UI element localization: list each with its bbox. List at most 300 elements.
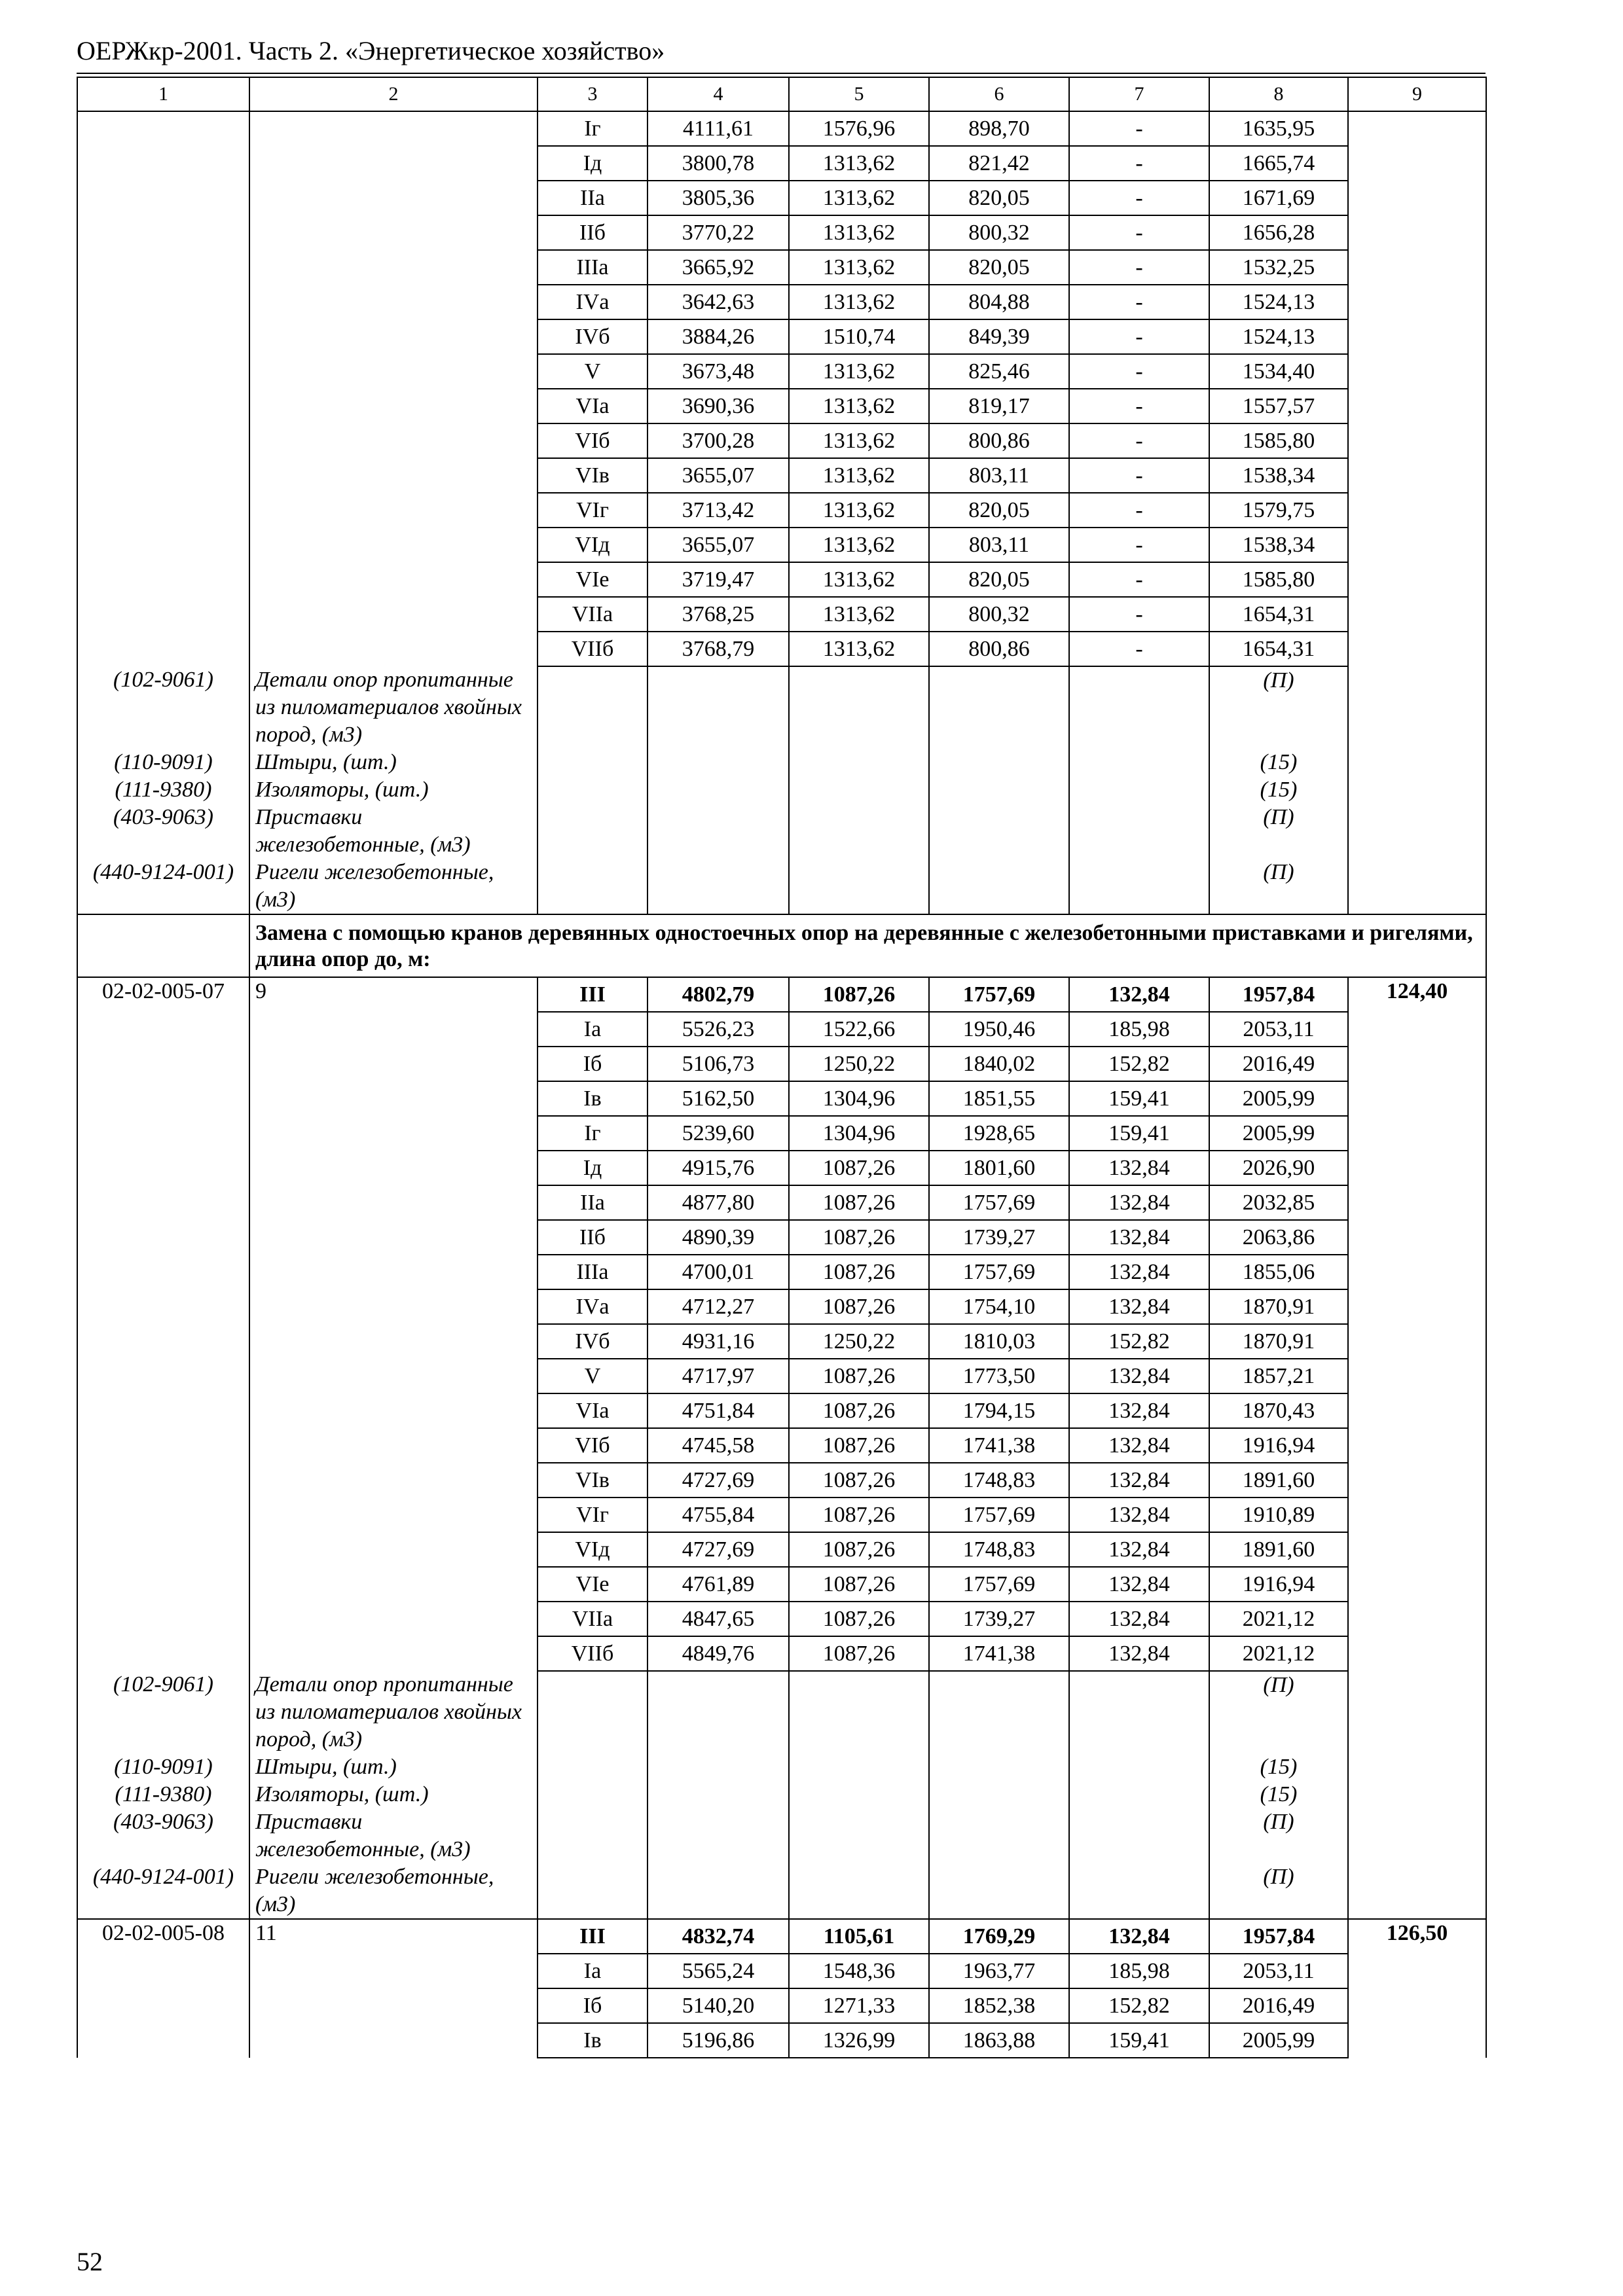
material-code: (403-9063) — [77, 804, 249, 859]
material-value: (П) — [1209, 1863, 1348, 1919]
material-value: (П) — [1209, 1671, 1348, 1753]
empty-cell — [1348, 1753, 1486, 1781]
empty-cell — [538, 804, 647, 859]
empty-cell — [929, 1753, 1069, 1781]
row-value: 1087,26 — [789, 1220, 929, 1255]
row-value: 1754,10 — [929, 1289, 1069, 1324]
row-zone: III — [538, 1919, 647, 1954]
row-value: 800,32 — [929, 215, 1069, 250]
row-value: 1739,27 — [929, 1602, 1069, 1636]
material-row — [77, 666, 1486, 749]
row-value: 1741,38 — [929, 1428, 1069, 1463]
row-value: 3673,48 — [647, 354, 789, 389]
row-value: 5239,60 — [647, 1116, 789, 1151]
row-code — [77, 111, 249, 666]
row-value: 4727,69 — [647, 1532, 789, 1567]
row-value: 159,41 — [1069, 1116, 1209, 1151]
row-value: 1840,02 — [929, 1047, 1069, 1081]
row-value: 800,86 — [929, 632, 1069, 666]
row-value: 1105,61 — [789, 1919, 929, 1954]
material-value: (П) — [1209, 859, 1348, 914]
material-row — [77, 804, 1486, 859]
row-value: 132,84 — [1069, 1498, 1209, 1532]
row-value: 132,84 — [1069, 1393, 1209, 1428]
row-value: 2053,11 — [1209, 1954, 1348, 1988]
row-value: 132,84 — [1069, 1602, 1209, 1636]
row-zone: IIб — [538, 1220, 647, 1255]
empty-cell — [538, 1863, 647, 1919]
row-value: 132,84 — [1069, 1220, 1209, 1255]
column-header-row — [77, 77, 1486, 111]
empty-cell — [929, 859, 1069, 914]
row-value: 4751,84 — [647, 1393, 789, 1428]
row-value: 821,42 — [929, 146, 1069, 181]
row-value: 803,11 — [929, 458, 1069, 493]
row-zone: Iа — [538, 1954, 647, 1988]
row-value: 3713,42 — [647, 493, 789, 528]
row-value: 1087,26 — [789, 1255, 929, 1289]
row-value: 132,84 — [1069, 1636, 1209, 1671]
row-value: 1910,89 — [1209, 1498, 1348, 1532]
row-zone: VIг — [538, 493, 647, 528]
empty-cell — [1069, 666, 1209, 749]
row-zone: IVа — [538, 285, 647, 319]
material-name: Ригели железобетонные, (м3) — [249, 1863, 538, 1919]
empty-cell — [1348, 1781, 1486, 1808]
empty-cell — [538, 749, 647, 776]
row-value: 1538,34 — [1209, 528, 1348, 562]
row-value: 3800,78 — [647, 146, 789, 181]
material-name: Изоляторы, (шт.) — [249, 1781, 538, 1808]
row-value: 132,84 — [1069, 977, 1209, 1012]
row-value: 4755,84 — [647, 1498, 789, 1532]
row-zone: IIа — [538, 1185, 647, 1220]
row-zone: VIб — [538, 423, 647, 458]
row-value: 5196,86 — [647, 2023, 789, 2058]
row-value: 1313,62 — [789, 250, 929, 285]
empty-cell — [789, 859, 929, 914]
row-value: 132,84 — [1069, 1919, 1209, 1954]
empty-cell — [1348, 1808, 1486, 1863]
row-value: 3642,63 — [647, 285, 789, 319]
empty-cell — [647, 1808, 789, 1863]
row-zone: IVа — [538, 1289, 647, 1324]
empty-cell — [538, 1753, 647, 1781]
row-value: 1087,26 — [789, 1185, 929, 1220]
row-value: 1087,26 — [789, 1463, 929, 1498]
row-zone: IIб — [538, 215, 647, 250]
material-name: Приставки железобетонные, (м3) — [249, 1808, 538, 1863]
row-value: 1748,83 — [929, 1463, 1069, 1498]
row-value: 152,82 — [1069, 1047, 1209, 1081]
row-zone: VIа — [538, 1393, 647, 1428]
section-row — [77, 914, 1486, 977]
row-value: 4877,80 — [647, 1185, 789, 1220]
row-value: 820,05 — [929, 181, 1069, 215]
empty-cell — [538, 666, 647, 749]
material-code: (403-9063) — [77, 1808, 249, 1863]
row-value: 804,88 — [929, 285, 1069, 319]
empty-cell — [929, 1808, 1069, 1863]
row-value: 1891,60 — [1209, 1463, 1348, 1498]
row-value: - — [1069, 423, 1209, 458]
row-zone: Iб — [538, 1047, 647, 1081]
empty-cell — [1069, 1671, 1209, 1753]
material-row — [77, 1808, 1486, 1863]
row-value: 1538,34 — [1209, 458, 1348, 493]
row-value: 1870,91 — [1209, 1324, 1348, 1359]
row-value: 1654,31 — [1209, 597, 1348, 632]
empty-cell — [929, 776, 1069, 804]
row-value: 2005,99 — [1209, 2023, 1348, 2058]
row-zone: III — [538, 977, 647, 1012]
row-zone: IIIа — [538, 250, 647, 285]
row-value: 1579,75 — [1209, 493, 1348, 528]
row-value: 5106,73 — [647, 1047, 789, 1081]
row-value: 1313,62 — [789, 458, 929, 493]
empty-cell — [789, 1808, 929, 1863]
row-value: 1271,33 — [789, 1988, 929, 2023]
row-value: 4849,76 — [647, 1636, 789, 1671]
row-value: 1870,91 — [1209, 1289, 1348, 1324]
row-name — [249, 111, 538, 666]
empty-cell — [1069, 1781, 1209, 1808]
material-name: Ригели железобетонные, (м3) — [249, 859, 538, 914]
row-value: 2021,12 — [1209, 1602, 1348, 1636]
row-value: 132,84 — [1069, 1463, 1209, 1498]
empty-cell — [1069, 804, 1209, 859]
material-name: Штыри, (шт.) — [249, 749, 538, 776]
empty-cell — [538, 776, 647, 804]
row-zone: Iг — [538, 1116, 647, 1151]
row-value: 1534,40 — [1209, 354, 1348, 389]
row-value: 1087,26 — [789, 977, 929, 1012]
row-col9 — [1348, 111, 1486, 666]
empty-cell — [929, 1863, 1069, 1919]
row-value: 1532,25 — [1209, 250, 1348, 285]
row-zone: Iд — [538, 1151, 647, 1185]
empty-cell — [1348, 749, 1486, 776]
row-zone: V — [538, 1359, 647, 1393]
row-value: 2063,86 — [1209, 1220, 1348, 1255]
empty-cell — [1069, 1808, 1209, 1863]
row-value: 1741,38 — [929, 1636, 1069, 1671]
row-value: 152,82 — [1069, 1324, 1209, 1359]
material-value: (15) — [1209, 749, 1348, 776]
row-code: 02-02-005-08 — [77, 1919, 249, 2058]
material-value: (15) — [1209, 776, 1348, 804]
row-value: 4727,69 — [647, 1463, 789, 1498]
material-code: (110-9091) — [77, 749, 249, 776]
row-zone: VIв — [538, 1463, 647, 1498]
empty-cell — [647, 859, 789, 914]
empty-cell — [1348, 1863, 1486, 1919]
row-value: 2016,49 — [1209, 1047, 1348, 1081]
empty-cell — [1348, 1671, 1486, 1753]
table-row — [77, 111, 1486, 146]
row-value: 1250,22 — [789, 1047, 929, 1081]
row-zone: VIIб — [538, 632, 647, 666]
row-value: 1739,27 — [929, 1220, 1069, 1255]
row-value: 4832,74 — [647, 1919, 789, 1954]
row-value: 5162,50 — [647, 1081, 789, 1116]
material-code: (102-9061) — [77, 1671, 249, 1753]
row-zone: VIб — [538, 1428, 647, 1463]
row-value: 4712,27 — [647, 1289, 789, 1324]
row-value: 4915,76 — [647, 1151, 789, 1185]
row-value: - — [1069, 354, 1209, 389]
row-value: 1313,62 — [789, 354, 929, 389]
material-code: (110-9091) — [77, 1753, 249, 1781]
row-value: 185,98 — [1069, 1954, 1209, 1988]
row-zone: IIа — [538, 181, 647, 215]
row-zone: VIг — [538, 1498, 647, 1532]
row-value: - — [1069, 285, 1209, 319]
row-value: 1769,29 — [929, 1919, 1069, 1954]
column-header-6: 6 — [929, 77, 1069, 111]
row-value: 185,98 — [1069, 1012, 1209, 1047]
row-value: 1891,60 — [1209, 1532, 1348, 1567]
row-value: - — [1069, 181, 1209, 215]
empty-cell — [1348, 859, 1486, 914]
row-value: 3655,07 — [647, 528, 789, 562]
empty-cell — [1069, 859, 1209, 914]
row-value: 820,05 — [929, 250, 1069, 285]
row-value: 1548,36 — [789, 1954, 929, 1988]
row-value: 2032,85 — [1209, 1185, 1348, 1220]
material-value: (15) — [1209, 1781, 1348, 1808]
row-value: 1950,46 — [929, 1012, 1069, 1047]
row-value: 5140,20 — [647, 1988, 789, 2023]
empty-cell — [1069, 749, 1209, 776]
column-header-9: 9 — [1348, 77, 1486, 111]
row-value: 1957,84 — [1209, 977, 1348, 1012]
material-value: (П) — [1209, 666, 1348, 749]
row-value: 1857,21 — [1209, 1359, 1348, 1393]
row-code: 02-02-005-07 — [77, 977, 249, 1671]
row-value: 819,17 — [929, 389, 1069, 423]
row-value: 1313,62 — [789, 389, 929, 423]
row-value: 1524,13 — [1209, 319, 1348, 354]
row-value: - — [1069, 632, 1209, 666]
row-value: 1313,62 — [789, 146, 929, 181]
row-value: 2026,90 — [1209, 1151, 1348, 1185]
column-header-2: 2 — [249, 77, 538, 111]
empty-cell — [538, 1808, 647, 1863]
table-row — [77, 977, 1486, 1012]
empty-cell — [647, 776, 789, 804]
row-value: 1313,62 — [789, 562, 929, 597]
empty-cell — [789, 749, 929, 776]
column-header-1: 1 — [77, 77, 249, 111]
row-value: 1635,95 — [1209, 111, 1348, 146]
row-value: 4847,65 — [647, 1602, 789, 1636]
empty-cell — [1348, 666, 1486, 749]
material-name: Изоляторы, (шт.) — [249, 776, 538, 804]
row-value: 1087,26 — [789, 1359, 929, 1393]
row-zone: Iа — [538, 1012, 647, 1047]
row-value: 5526,23 — [647, 1012, 789, 1047]
row-value: 803,11 — [929, 528, 1069, 562]
row-value: 152,82 — [1069, 1988, 1209, 2023]
row-value: 1313,62 — [789, 285, 929, 319]
row-value: 1863,88 — [929, 2023, 1069, 2058]
material-row — [77, 776, 1486, 804]
row-value: 4745,58 — [647, 1428, 789, 1463]
row-value: 1087,26 — [789, 1151, 929, 1185]
row-value: 1087,26 — [789, 1532, 929, 1567]
empty-cell — [1069, 776, 1209, 804]
row-value: 1928,65 — [929, 1116, 1069, 1151]
row-value: 1773,50 — [929, 1359, 1069, 1393]
empty-cell — [1348, 804, 1486, 859]
row-value: 1524,13 — [1209, 285, 1348, 319]
row-value: 1810,03 — [929, 1324, 1069, 1359]
material-row — [77, 1863, 1486, 1919]
row-value: 3768,79 — [647, 632, 789, 666]
material-value: (15) — [1209, 1753, 1348, 1781]
row-value: 132,84 — [1069, 1289, 1209, 1324]
row-value: 1870,43 — [1209, 1393, 1348, 1428]
row-value: 3655,07 — [647, 458, 789, 493]
empty-cell — [789, 776, 929, 804]
row-value: 1313,62 — [789, 493, 929, 528]
row-value: 2021,12 — [1209, 1636, 1348, 1671]
column-header-3: 3 — [538, 77, 647, 111]
row-value: 1087,26 — [789, 1567, 929, 1602]
row-value: 1794,15 — [929, 1393, 1069, 1428]
material-code: (440-9124-001) — [77, 859, 249, 914]
row-zone: VIе — [538, 562, 647, 597]
empty-cell — [929, 749, 1069, 776]
row-value: 1313,62 — [789, 423, 929, 458]
material-row — [77, 1753, 1486, 1781]
empty-cell — [77, 914, 249, 977]
row-value: 1087,26 — [789, 1393, 929, 1428]
row-value: 3690,36 — [647, 389, 789, 423]
empty-cell — [647, 1671, 789, 1753]
row-value: 132,84 — [1069, 1185, 1209, 1220]
row-value: 1313,62 — [789, 215, 929, 250]
row-value: 1654,31 — [1209, 632, 1348, 666]
row-value: 1757,69 — [929, 1185, 1069, 1220]
material-code: (440-9124-001) — [77, 1863, 249, 1919]
row-value: 132,84 — [1069, 1255, 1209, 1289]
row-zone: VIIа — [538, 597, 647, 632]
row-value: 1801,60 — [929, 1151, 1069, 1185]
row-value: 2005,99 — [1209, 1116, 1348, 1151]
material-row — [77, 1671, 1486, 1753]
row-value: 1313,62 — [789, 632, 929, 666]
row-value: 1313,62 — [789, 528, 929, 562]
empty-cell — [538, 1781, 647, 1808]
row-value: 820,05 — [929, 493, 1069, 528]
row-value: 4931,16 — [647, 1324, 789, 1359]
row-zone: VIа — [538, 389, 647, 423]
row-value: 1313,62 — [789, 181, 929, 215]
empty-cell — [789, 666, 929, 749]
page-header: ОЕРЖкр-2001. Часть 2. «Энергетическое хозяйство» — [77, 36, 665, 65]
rates-table — [77, 77, 1487, 2058]
row-value: 2016,49 — [1209, 1988, 1348, 2023]
material-value: (П) — [1209, 1808, 1348, 1863]
row-zone: Iв — [538, 2023, 647, 2058]
row-value: 1087,26 — [789, 1498, 929, 1532]
row-zone: VIе — [538, 1567, 647, 1602]
row-value: - — [1069, 562, 1209, 597]
row-col9: 124,40 — [1348, 977, 1486, 1671]
row-value: 1656,28 — [1209, 215, 1348, 250]
row-value: 820,05 — [929, 562, 1069, 597]
row-value: 1304,96 — [789, 1081, 929, 1116]
empty-cell — [1069, 1753, 1209, 1781]
row-value: 1250,22 — [789, 1324, 929, 1359]
row-value: 159,41 — [1069, 1081, 1209, 1116]
row-value: 1087,26 — [789, 1428, 929, 1463]
row-value: 800,32 — [929, 597, 1069, 632]
empty-cell — [647, 1753, 789, 1781]
row-value: 4761,89 — [647, 1567, 789, 1602]
material-value: (П) — [1209, 804, 1348, 859]
row-value: 1855,06 — [1209, 1255, 1348, 1289]
empty-cell — [647, 666, 789, 749]
row-value: 1757,69 — [929, 977, 1069, 1012]
empty-cell — [538, 1671, 647, 1753]
row-value: 849,39 — [929, 319, 1069, 354]
row-value: 132,84 — [1069, 1428, 1209, 1463]
row-value: - — [1069, 389, 1209, 423]
empty-cell — [789, 1753, 929, 1781]
row-zone: IVб — [538, 319, 647, 354]
row-zone: V — [538, 354, 647, 389]
row-value: 1087,26 — [789, 1636, 929, 1671]
row-value: 4717,97 — [647, 1359, 789, 1393]
empty-cell — [647, 749, 789, 776]
row-value: 1916,94 — [1209, 1567, 1348, 1602]
row-value: 1665,74 — [1209, 146, 1348, 181]
row-zone: IIIа — [538, 1255, 647, 1289]
row-value: 1916,94 — [1209, 1428, 1348, 1463]
row-zone: VIIб — [538, 1636, 647, 1671]
row-value: 4700,01 — [647, 1255, 789, 1289]
row-zone: VIв — [538, 458, 647, 493]
material-name: Приставки железобетонные, (м3) — [249, 804, 538, 859]
empty-cell — [1348, 776, 1486, 804]
row-value: 159,41 — [1069, 2023, 1209, 2058]
row-value: 3768,25 — [647, 597, 789, 632]
row-value: 1757,69 — [929, 1255, 1069, 1289]
material-code: (111-9380) — [77, 1781, 249, 1808]
row-zone: VIд — [538, 528, 647, 562]
row-value: - — [1069, 111, 1209, 146]
row-value: 2053,11 — [1209, 1012, 1348, 1047]
row-value: - — [1069, 146, 1209, 181]
row-zone: VIд — [538, 1532, 647, 1567]
row-value: 132,84 — [1069, 1532, 1209, 1567]
empty-cell — [789, 1863, 929, 1919]
row-value: 1757,69 — [929, 1567, 1069, 1602]
row-value: 1852,38 — [929, 1988, 1069, 2023]
row-value: 1326,99 — [789, 2023, 929, 2058]
row-value: 3884,26 — [647, 319, 789, 354]
empty-cell — [789, 1671, 929, 1753]
row-value: 4802,79 — [647, 977, 789, 1012]
empty-cell — [647, 804, 789, 859]
empty-cell — [789, 1781, 929, 1808]
empty-cell — [538, 859, 647, 914]
column-header-5: 5 — [789, 77, 929, 111]
empty-cell — [647, 1781, 789, 1808]
